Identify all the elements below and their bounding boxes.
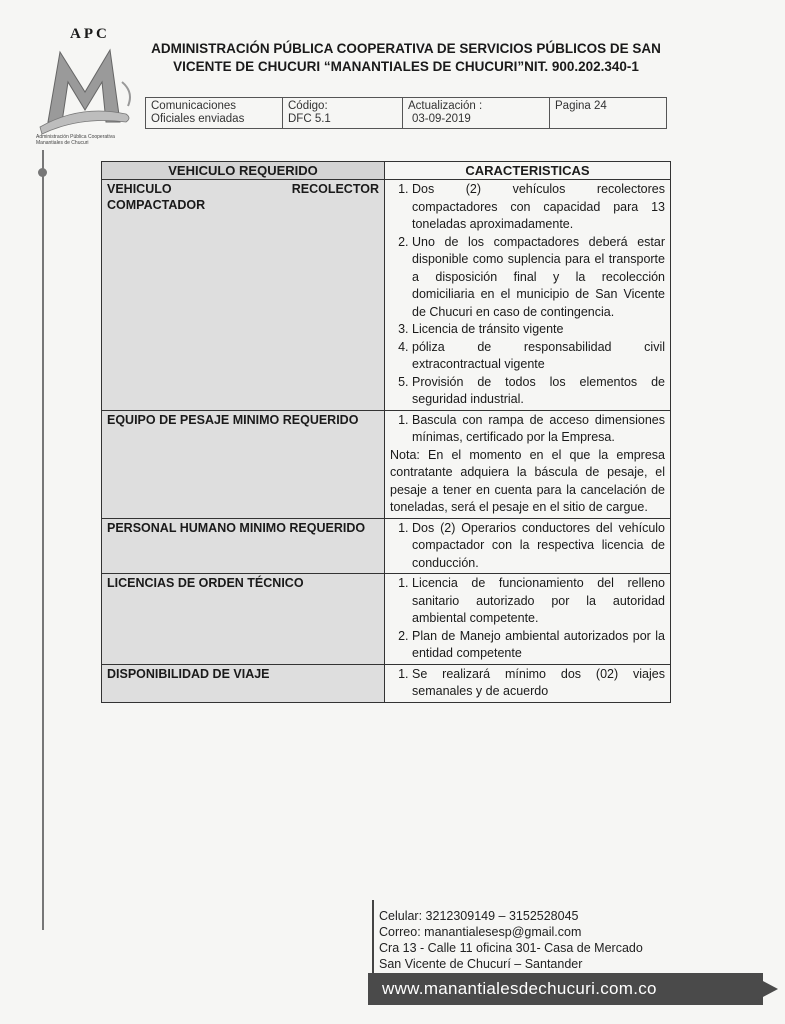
title-line-1: ADMINISTRACIÓN PÚBLICA COOPERATIVA DE SERVICIOS PÚBLICOS DE SAN <box>151 41 661 56</box>
margin-line <box>42 150 44 930</box>
list-item: 1. Dos (2) Operarios conductores del vehículo compactador con la respectiva licencia de conducción. <box>412 520 665 573</box>
logo-text: APC <box>70 26 110 42</box>
table-row <box>102 664 671 702</box>
meta-update-label: Actualización : <box>408 100 483 112</box>
list-item: 4. póliza de responsabilidad civil extracontractual vigente <box>412 339 665 374</box>
table-row <box>102 574 671 665</box>
row-content <box>385 574 671 665</box>
list-item: 1. Se realizará mínimo dos (02) viajes semanales y de acuerdo <box>412 666 665 701</box>
meta-page <box>550 98 666 128</box>
row-label: PERSONAL HUMANO MINIMO REQUERIDO <box>102 518 385 574</box>
footer-divider <box>372 900 374 980</box>
row-content <box>385 410 671 518</box>
row-label <box>102 180 385 411</box>
meta-page-label: Pagina 24 <box>555 100 607 112</box>
list-item: 2. Plan de Manejo ambiental autorizados por la entidad competente <box>412 628 665 663</box>
logo-caption: Administración Pública Cooperativa Manantiales de Chucuri <box>36 134 115 146</box>
row-note: Nota: En el momento en el que la empresa contratante adquiera la báscula de pesaje, el pesaje a tener en cuenta para la cancelación de toneladas, será el pesaje en el sitio de cargue. <box>390 447 665 514</box>
title-line-2: VICENTE DE CHUCURI “MANANTIALES DE CHUCURI”NIT. 900.202.340-1 <box>173 59 639 74</box>
website-banner <box>368 973 763 1005</box>
row-content <box>385 518 671 574</box>
footer-phone: Celular: 3212309149 – 3152528045 <box>379 909 579 923</box>
row-content <box>385 180 671 411</box>
header-vehicle-required: VEHICULO REQUERIDO <box>102 162 385 180</box>
meta-update <box>403 98 550 128</box>
row-label: LICENCIAS DE ORDEN TÉCNICO <box>102 574 385 665</box>
list-item: 2. Uno de los compactadores deberá estar disponible como suplencia para el transporte a disposición final y la recolección domiciliaria en el municipio de San Vicente de Chucuri en caso de contingencia. <box>412 234 665 322</box>
row-label-line1: VEHICULO RECOLECTOR <box>107 182 379 196</box>
requirements-table <box>101 161 671 703</box>
footer-city: San Vicente de Chucurí – Santander <box>379 957 583 971</box>
header-characteristics: CARACTERISTICAS <box>385 162 671 180</box>
row-content <box>385 664 671 702</box>
margin-dot <box>38 168 47 177</box>
table-row <box>102 518 671 574</box>
meta-code-value: DFC 5.1 <box>288 113 331 125</box>
meta-document-type <box>146 98 283 128</box>
list-item: 1. Bascula con rampa de acceso dimensiones mínimas, certificado por la Empresa. <box>412 412 665 447</box>
row-label-line2: COMPACTADOR <box>107 198 206 212</box>
list-item: 3. Licencia de tránsito vigente <box>412 321 665 339</box>
row-label: DISPONIBILIDAD DE VIAJE <box>102 664 385 702</box>
website-link[interactable]: www.manantialesdechucuri.com.co <box>382 979 657 998</box>
list-item: 1. Licencia de funcionamiento del relleno sanitario autorizado por la autoridad ambiental competente. <box>412 575 665 628</box>
table-row <box>102 410 671 518</box>
table-header-row <box>102 162 671 180</box>
meta-doc-line1: Comunicaciones <box>151 100 237 112</box>
contact-info <box>379 908 643 972</box>
document-title <box>146 40 666 76</box>
cooperative-logo <box>30 22 140 152</box>
meta-code-label: Código: <box>288 100 328 112</box>
banner-arrow-icon <box>748 973 778 1005</box>
table-row <box>102 180 671 411</box>
footer-address: Cra 13 - Calle 11 oficina 301- Casa de Mercado <box>379 941 643 955</box>
list-item: 1. Dos (2) vehículos recolectores compactadores con capacidad para 13 toneladas aproximadamente. <box>412 181 665 234</box>
row-label: EQUIPO DE PESAJE MINIMO REQUERIDO <box>102 410 385 518</box>
list-item: 5. Provisión de todos los elementos de seguridad industrial. <box>412 374 665 409</box>
document-meta-table <box>145 97 667 129</box>
meta-update-value: 03-09-2019 <box>412 113 471 125</box>
meta-doc-line2: Oficiales enviadas <box>151 113 245 125</box>
footer-email: Correo: manantialesesp@gmail.com <box>379 925 582 939</box>
meta-code <box>283 98 403 128</box>
